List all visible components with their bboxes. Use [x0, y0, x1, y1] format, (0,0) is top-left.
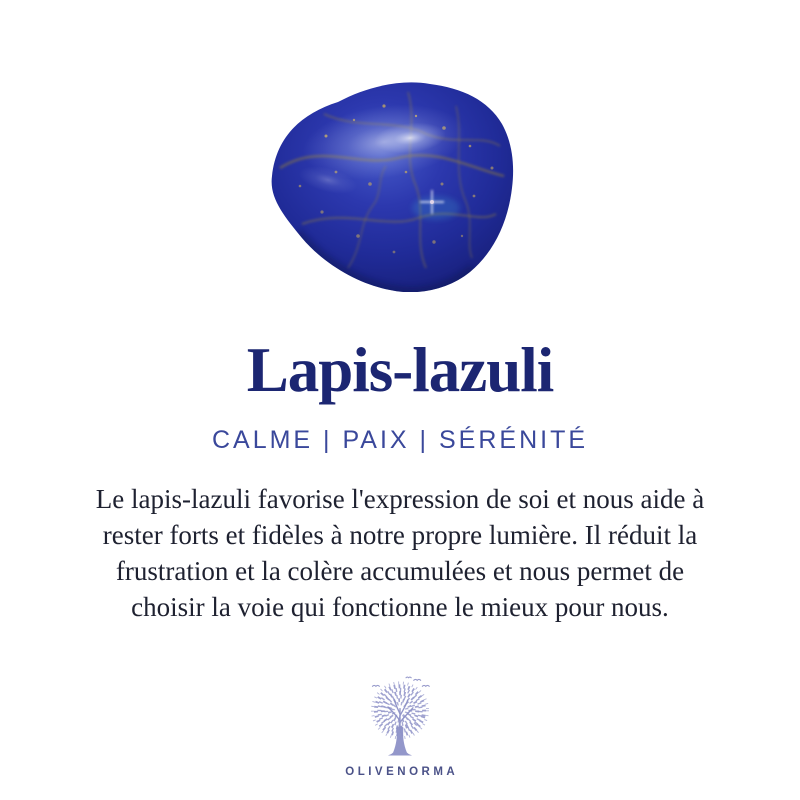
page-title: Lapis-lazuli	[246, 335, 554, 405]
description-text	[28, 481, 772, 625]
description-line: choisir la voie qui fonctionne le mieux pour nous.	[131, 592, 669, 622]
keywords-subtitle: CALME | PAIX | SÉRÉNITÉ	[211, 426, 589, 454]
brand-logo	[0, 676, 800, 778]
tree-with-birds-icon	[354, 676, 446, 762]
lapis-stone-image	[266, 76, 516, 292]
description-line: Le lapis-lazuli favorise l'expression de soi et nous aide à	[95, 484, 705, 514]
description-line: rester forts et fidèles à notre propre lumière. Il réduit la	[102, 520, 698, 550]
brand-name: OLIVENORMA	[345, 766, 459, 778]
description-line: frustration et la colère accumulées et nous permet de	[115, 556, 685, 586]
